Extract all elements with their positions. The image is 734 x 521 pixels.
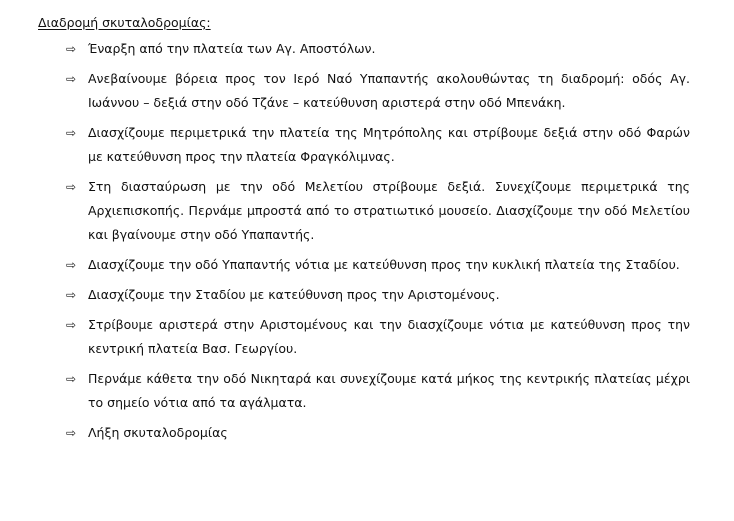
route-step-text: Έναρξη από την πλατεία των Αγ. Αποστόλων.: [88, 41, 376, 56]
white-right-arrow-icon: ⇨: [66, 72, 77, 86]
white-right-arrow-icon: ⇨: [66, 426, 77, 440]
route-step: [66, 367, 690, 415]
route-step-text: Στρίβουμε αριστερά στην Αριστομένους και την διασχίζουμε νότια με κατεύθυνση προς την κεντρική πλατεία Βασ. Γεωργίου.: [88, 317, 690, 356]
route-step-text: Λήξη σκυταλοδρομίας: [88, 425, 228, 440]
route-step-text: Διασχίζουμε περιμετρικά την πλατεία της Μητρόπολης και στρίβουμε δεξιά στην οδό Φαρών με κατεύθυνση προς την πλατεία Φραγκόλιμνας.: [88, 125, 690, 164]
white-right-arrow-icon: ⇨: [66, 372, 77, 386]
white-right-arrow-icon: ⇨: [66, 180, 77, 194]
route-step-text: Στη διασταύρωση με την οδό Μελετίου στρίβουμε δεξιά. Συνεχίζουμε περιμετρικά της Αρχιεπισκοπής. Περνάμε μπροστά από το στρατιωτικό μουσείο. Διασχίζουμε την οδό Μελετίου και βγαίνουμε στην οδό Υπαπαντής.: [88, 179, 690, 242]
route-step-text: Περνάμε κάθετα την οδό Νικηταρά και συνεχίζουμε κατά μήκος της κεντρικής πλατείας μέχρι το σημείο νότια από τα αγάλματα.: [88, 371, 690, 410]
route-steps-list: [66, 37, 690, 451]
route-step: [66, 37, 690, 61]
route-step: [66, 121, 690, 169]
route-step: [66, 253, 690, 277]
route-step-text: Διασχίζουμε την οδό Υπαπαντής νότια με κατεύθυνση προς την κυκλική πλατεία της Σταδίου.: [88, 257, 680, 272]
route-step-text: Ανεβαίνουμε βόρεια προς τον Ιερό Ναό Υπαπαντής ακολουθώντας τη διαδρομή: οδός Αγ. Ιωάννου – δεξιά στην οδό Τζάνε – κατεύθυνση αριστερά στην οδό Μπενάκη.: [88, 71, 690, 110]
route-step: [66, 421, 690, 445]
route-step: [66, 283, 690, 307]
route-heading: Διαδρομή σκυταλοδρομίας:: [38, 15, 211, 30]
white-right-arrow-icon: ⇨: [66, 126, 77, 140]
route-step: [66, 175, 690, 247]
white-right-arrow-icon: ⇨: [66, 318, 77, 332]
white-right-arrow-icon: ⇨: [66, 258, 77, 272]
white-right-arrow-icon: ⇨: [66, 42, 77, 56]
route-step: [66, 67, 690, 115]
route-step: [66, 313, 690, 361]
route-step-text: Διασχίζουμε την Σταδίου με κατεύθυνση προς την Αριστομένους.: [88, 287, 500, 302]
white-right-arrow-icon: ⇨: [66, 288, 77, 302]
